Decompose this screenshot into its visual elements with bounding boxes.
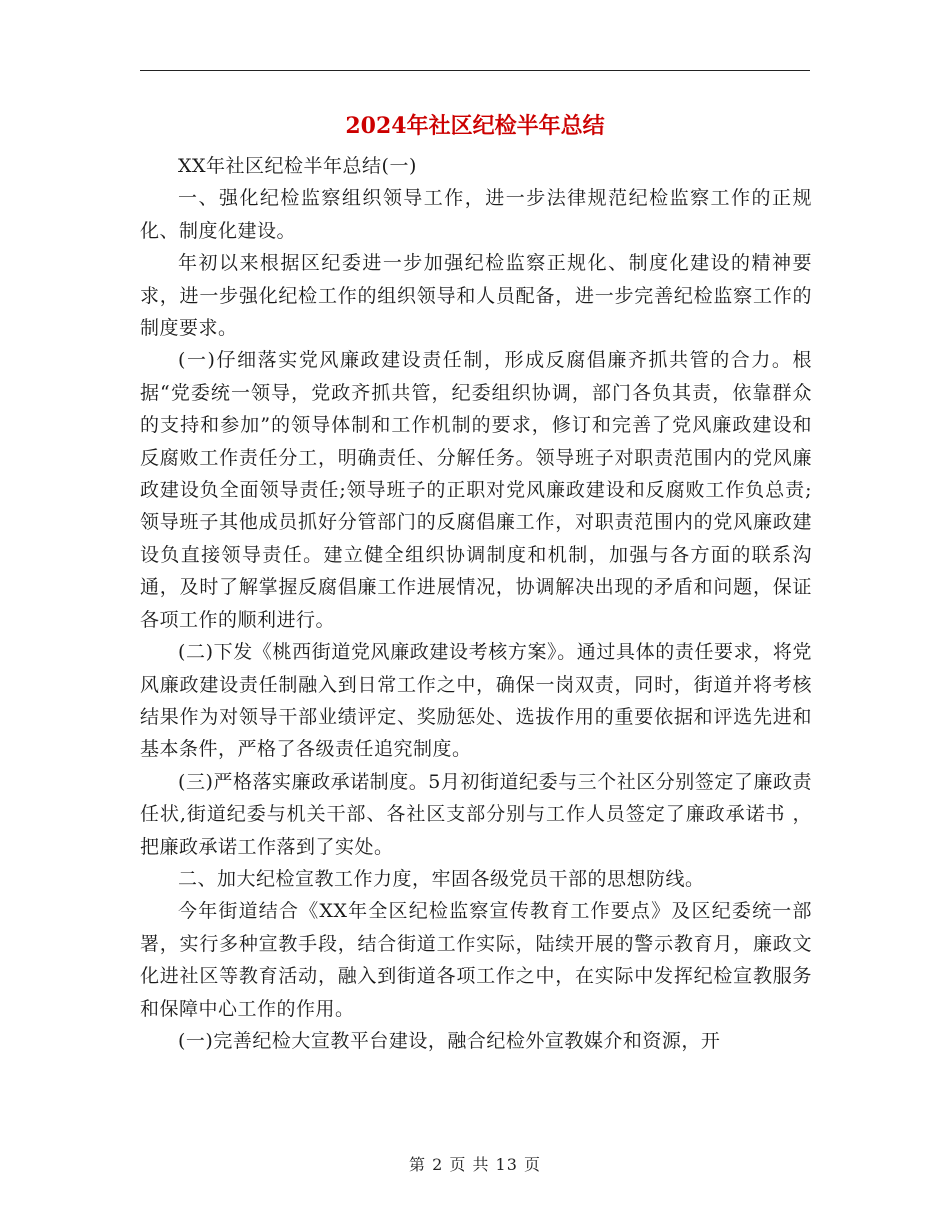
document-title: 2024年社区纪检半年总结 [345,113,605,139]
paragraph-subtitle: XX年社区纪检半年总结(一) [178,155,417,177]
paragraph-intro: 年初以来根据区纪委进一步加强纪检监察正规化、制度化建设的精神要求，进一步强化纪检工作的组织领导和人员配备，进一步完善纪检监察工作的制度要求。 [140,252,812,340]
header-rule [140,70,810,71]
paragraph-section-2-heading: 二、加大纪检宣教工作力度，牢固各级党员干部的思想防线。 [178,867,705,890]
document-body [140,150,812,1057]
paragraph-item-1: (一)仔细落实党风廉政建设责任制，形成反腐倡廉齐抓共管的合力。根据“党委统一领导，党政齐抓共管，纪委组织协调，部门各负其责，依靠群众的支持和参加”的领导体制和工作机制的要求，修订和完善了党风廉政建设和反腐败工作责任分工，明确责任、分解任务。领导班子对职责范围内的党风廉政建设负全面领导责任;领导班子的正职对党风廉政建设和反腐败工作负总责;领导班子其他成员抓好分管部门的反腐倡廉工作，对职责范围内的党风廉政建设负直接领导责任。建立健全组织协调制度和机制，加强与各方面的联系沟通，及时了解掌握反腐倡廉工作进展情况，协调解决出现的矛盾和问题，保证各项工作的顺利进行。 [140,349,812,631]
paragraph-section-1-heading: 一、强化纪检监察组织领导工作，进一步法律规范纪检监察工作的正规化、制度化建设。 [140,187,812,242]
paragraph-item-3: (三)严格落实廉政承诺制度。5月初街道纪委与三个社区分别签定了廉政责任状,街道纪委与机关干部、各社区支部分别与工作人员签定了廉政承诺书 ，把廉政承诺工作落到了实处。 [140,770,812,858]
paragraph-item-2: (二)下发《桃西街道党风廉政建设考核方案》。通过具体的责任要求，将党风廉政建设责任制融入到日常工作之中，确保一岗双责，同时，街道并将考核结果作为对领导干部业绩评定、奖励惩处、选拔作用的重要依据和评选先进和基本条件，严格了各级责任追究制度。 [140,641,812,761]
page-number-footer: 第 2 页 共 13 页 [409,1155,541,1174]
paragraph-section-2-body: 今年街道结合《XX年全区纪检监察宣传教育工作要点》及区纪委统一部署，实行多种宣教手段，结合街道工作实际，陆续开展的警示教育月，廉政文化进社区等教育活动，融入到街道各项工作之中，在实际中发挥纪检宣教服务和保障中心工作的作用。 [140,900,812,1020]
paragraph-section-2-item-1: (一)完善纪检大宣教平台建设，融合纪检外宣教媒介和资源，开 [178,1029,721,1052]
